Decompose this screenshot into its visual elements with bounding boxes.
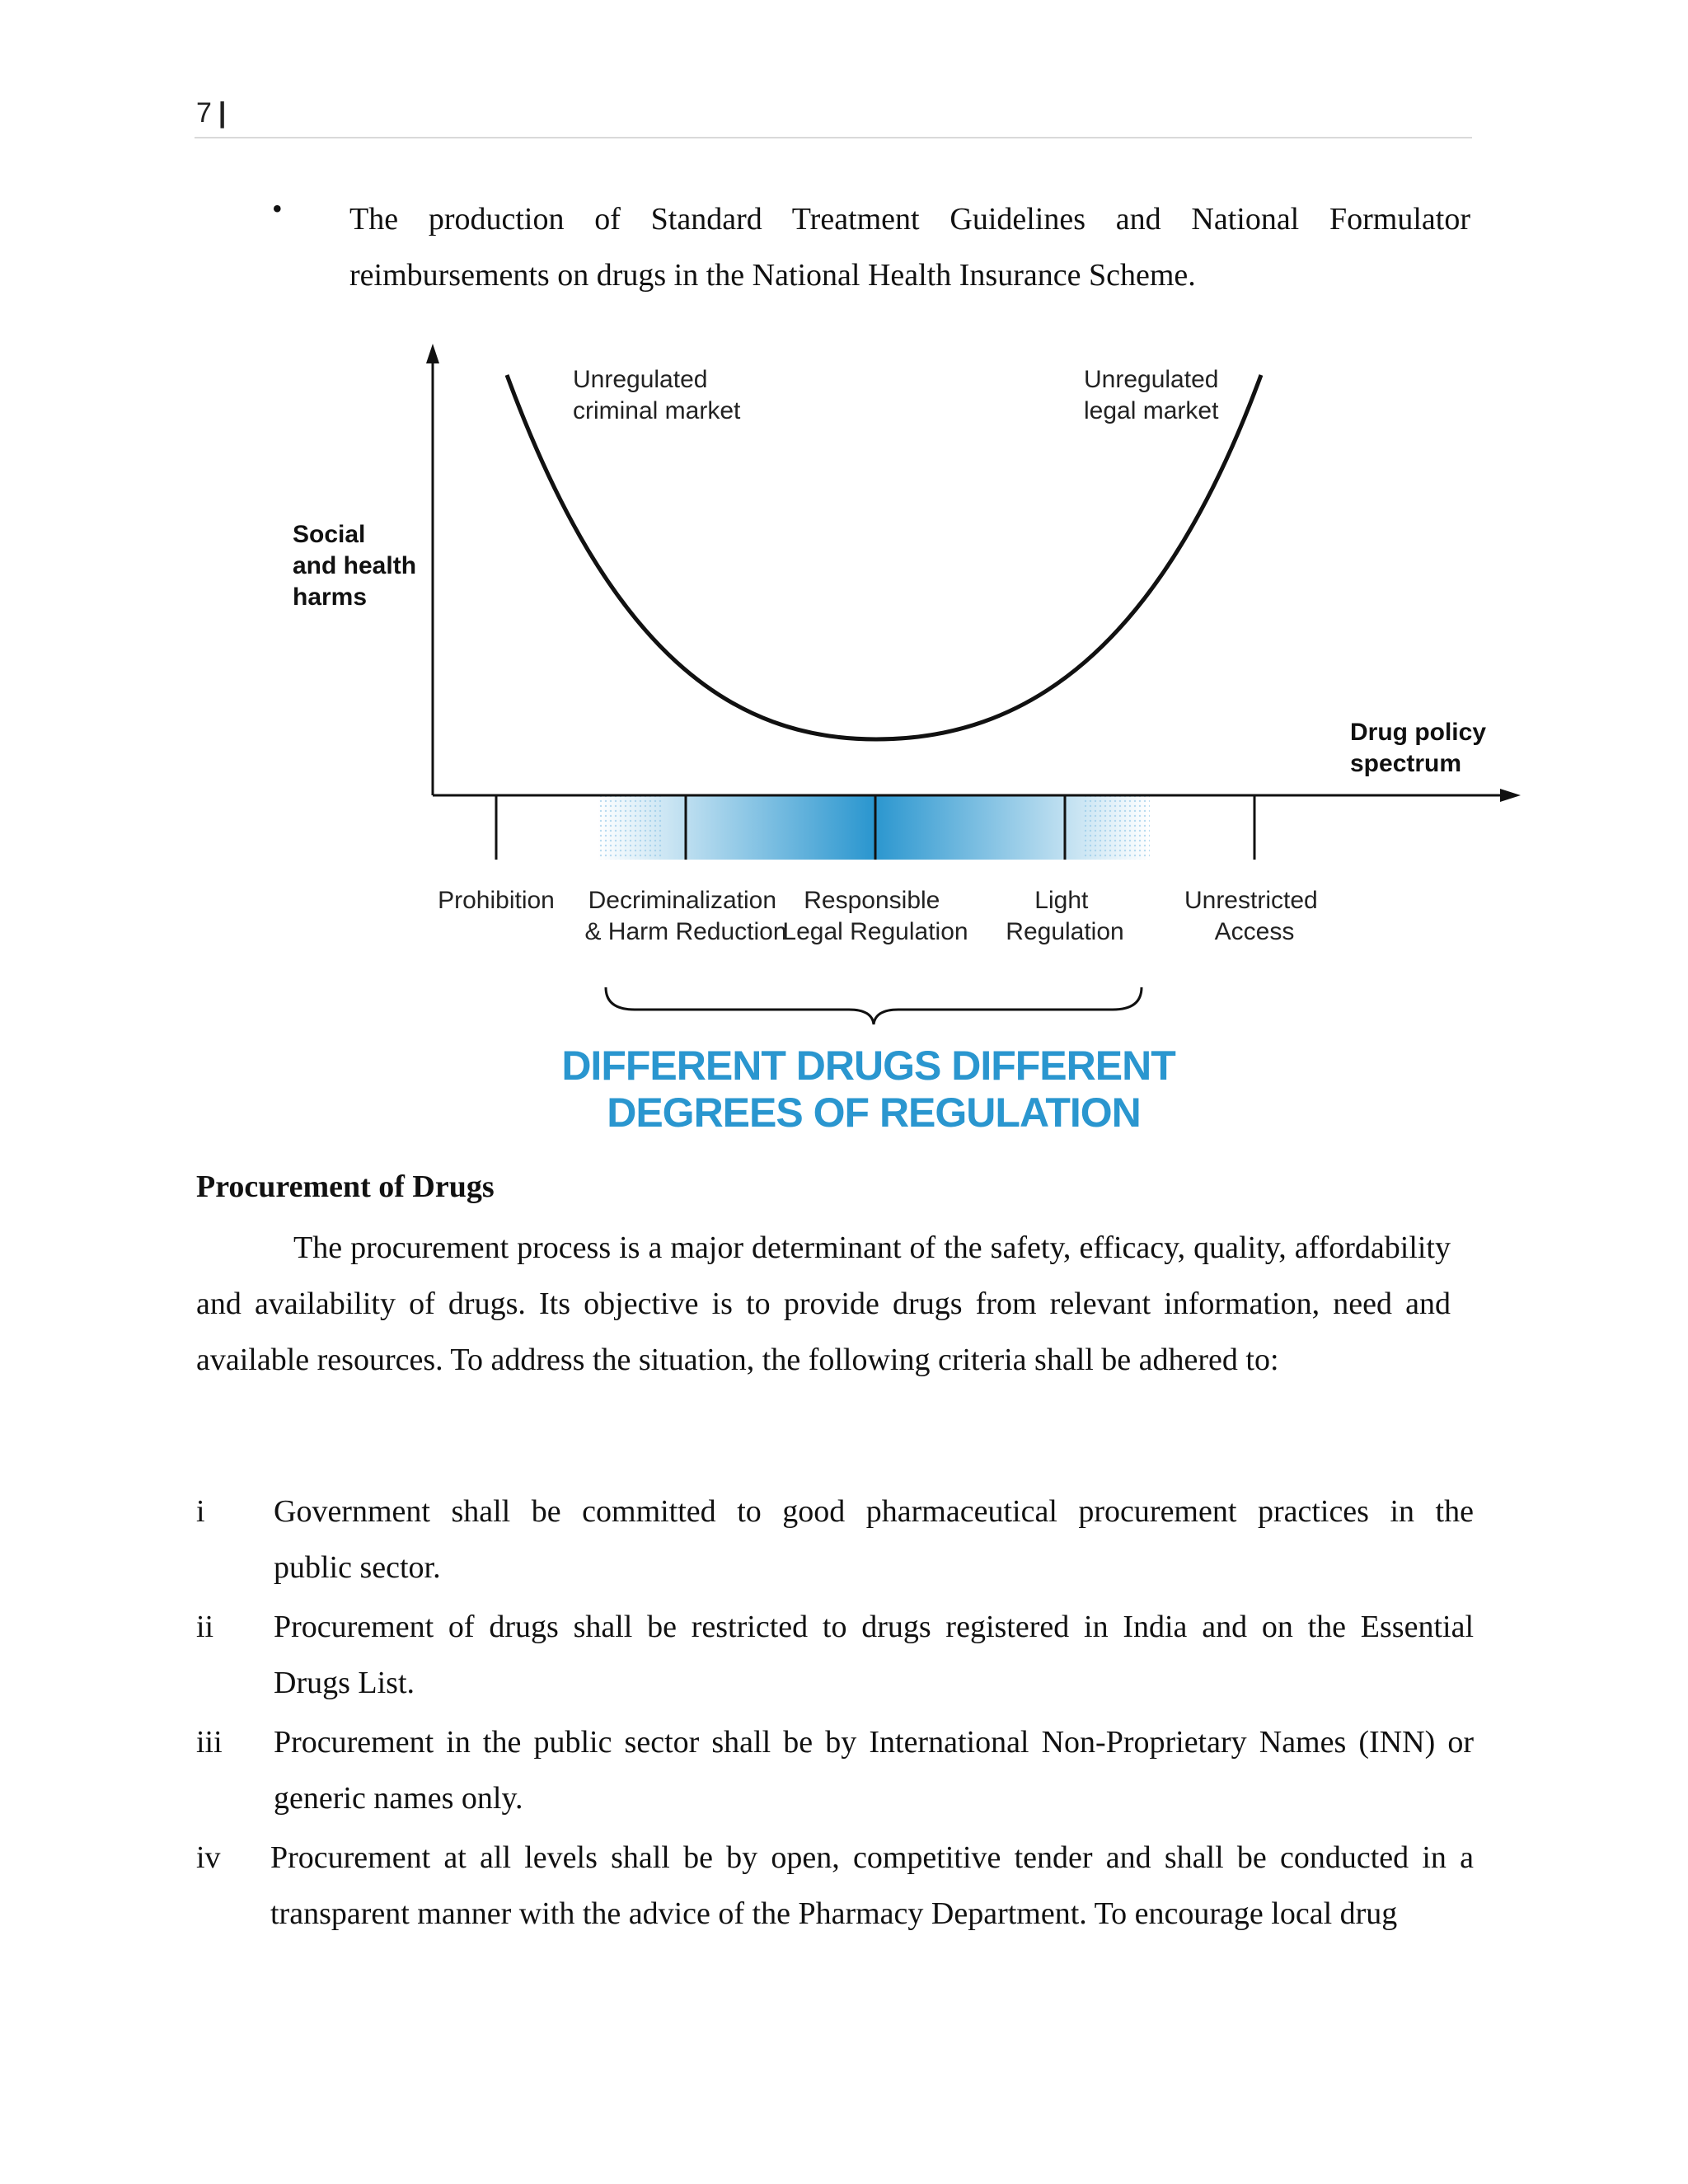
- tick-label-light: [1006, 887, 1123, 945]
- y-axis-label-line-1: Social: [293, 521, 366, 548]
- curve-left-label-line-1: Unregulated: [573, 366, 708, 393]
- page-number-value: 7: [196, 97, 213, 129]
- tick-label-light-line-2: Regulation: [1006, 918, 1124, 945]
- regulation-diagram: [272, 334, 1525, 1166]
- list-item-rest: generic names only.: [274, 1781, 523, 1816]
- list-item-number: iii: [196, 1725, 223, 1760]
- regulation-figure: [272, 334, 1525, 1166]
- list-item-first-line: Procurement in the public sector shall be by International Non-Proprietary Names (INN) or: [274, 1725, 1474, 1760]
- curve-right-label-line-2: legal market: [1084, 397, 1219, 424]
- tick-label-decriminalization: [584, 887, 786, 945]
- figure-caption: [561, 1043, 1185, 1136]
- regulation-band-dots-right: [1084, 795, 1150, 860]
- bullet-text: [349, 191, 1470, 303]
- tick-label-light-line-1: Light: [1034, 887, 1089, 914]
- tick-label-unrestricted-line-2: Access: [1214, 918, 1295, 945]
- list-item-text: [274, 1483, 1474, 1596]
- tick-label-decriminalization-line-1: Decriminalization: [588, 887, 777, 914]
- tick-label-responsible-line-2: Legal Regulation: [782, 918, 968, 945]
- list-item: [196, 1599, 1474, 1711]
- list-item-first-line: Government shall be committed to good pharmaceutical procurement practices in the: [274, 1494, 1474, 1529]
- tick-label-unrestricted-line-1: Unrestricted: [1184, 887, 1318, 914]
- section-paragraph: [196, 1220, 1451, 1388]
- regulation-band-dots-left: [598, 795, 663, 860]
- page-number-separator: |: [218, 97, 228, 129]
- list-item-first-line: Procurement of drugs shall be restricted to drugs registered in India and on the Essential: [274, 1610, 1474, 1644]
- tick-label-responsible-line-1: Responsible: [804, 887, 940, 914]
- bullet-marker: •: [272, 192, 283, 225]
- tick-label-unrestricted: [1184, 887, 1325, 945]
- header-rule: [195, 137, 1472, 138]
- curve-right-label-line-1: Unregulated: [1084, 366, 1219, 393]
- section-heading: Procurement of Drugs: [196, 1169, 495, 1204]
- y-axis-label-line-2: and health: [293, 552, 417, 579]
- list-item-text: [270, 1830, 1474, 1942]
- curve-right-label: [1084, 366, 1226, 424]
- list-item: [196, 1714, 1474, 1826]
- harm-curve: [507, 375, 1261, 739]
- list-item-rest: transparent manner with the advice of the Pharmacy Department. To encourage local drug: [270, 1896, 1398, 1931]
- list-item-first-line: Procurement at all levels shall be by open, competitive tender and shall be conducted in a: [270, 1840, 1474, 1875]
- tick-label-prohibition: [438, 887, 555, 914]
- list-item-number: ii: [196, 1610, 214, 1644]
- grouping-brace: [606, 987, 1142, 1024]
- list-item-number: i: [196, 1494, 205, 1529]
- curve-left-label-line-2: criminal market: [573, 397, 741, 424]
- list-item-text: [274, 1714, 1474, 1826]
- curve-left-label: [573, 366, 741, 424]
- x-axis-label: [1350, 719, 1493, 777]
- x-axis-arrow: [1500, 789, 1521, 802]
- list-item-rest: public sector.: [274, 1550, 441, 1585]
- list-item-number: iv: [196, 1840, 221, 1875]
- page-number: [196, 97, 227, 129]
- list-item-text: [274, 1599, 1474, 1711]
- x-axis-label-line-1: Drug policy: [1350, 719, 1487, 746]
- y-axis-label-line-3: harms: [293, 583, 368, 611]
- list-item: [196, 1830, 1474, 1942]
- bullet-line-2: reimbursements on drugs in the National Health Insurance Scheme.: [349, 258, 1196, 293]
- paragraph-text: The procurement process is a major determinant of the safety, efficacy, quality, affordability and availability of drugs. Its objective is to provide drugs from relevant information, need and available resources. To address the situation, the following criteria shall be adhered to:: [196, 1230, 1451, 1377]
- list-item-rest: Drugs List.: [274, 1666, 415, 1700]
- y-axis-arrow: [426, 344, 439, 363]
- tick-label-decriminalization-line-2: & Harm Reduction: [584, 918, 787, 945]
- list-item: [196, 1483, 1474, 1596]
- tick-label-prohibition-line-1: Prohibition: [438, 887, 555, 914]
- tick-label-responsible: [782, 887, 968, 945]
- bullet-item: [272, 191, 1470, 303]
- x-axis-label-line-2: spectrum: [1350, 750, 1462, 777]
- figure-caption-line-1: DIFFERENT DRUGS DIFFERENT: [561, 1043, 1175, 1089]
- regulation-band: [598, 795, 1150, 860]
- bullet-line-1: The production of Standard Treatment Guidelines and National Formulator: [349, 202, 1470, 237]
- y-axis-label: [293, 521, 423, 611]
- figure-caption-line-2: DEGREES OF REGULATION: [607, 1090, 1141, 1136]
